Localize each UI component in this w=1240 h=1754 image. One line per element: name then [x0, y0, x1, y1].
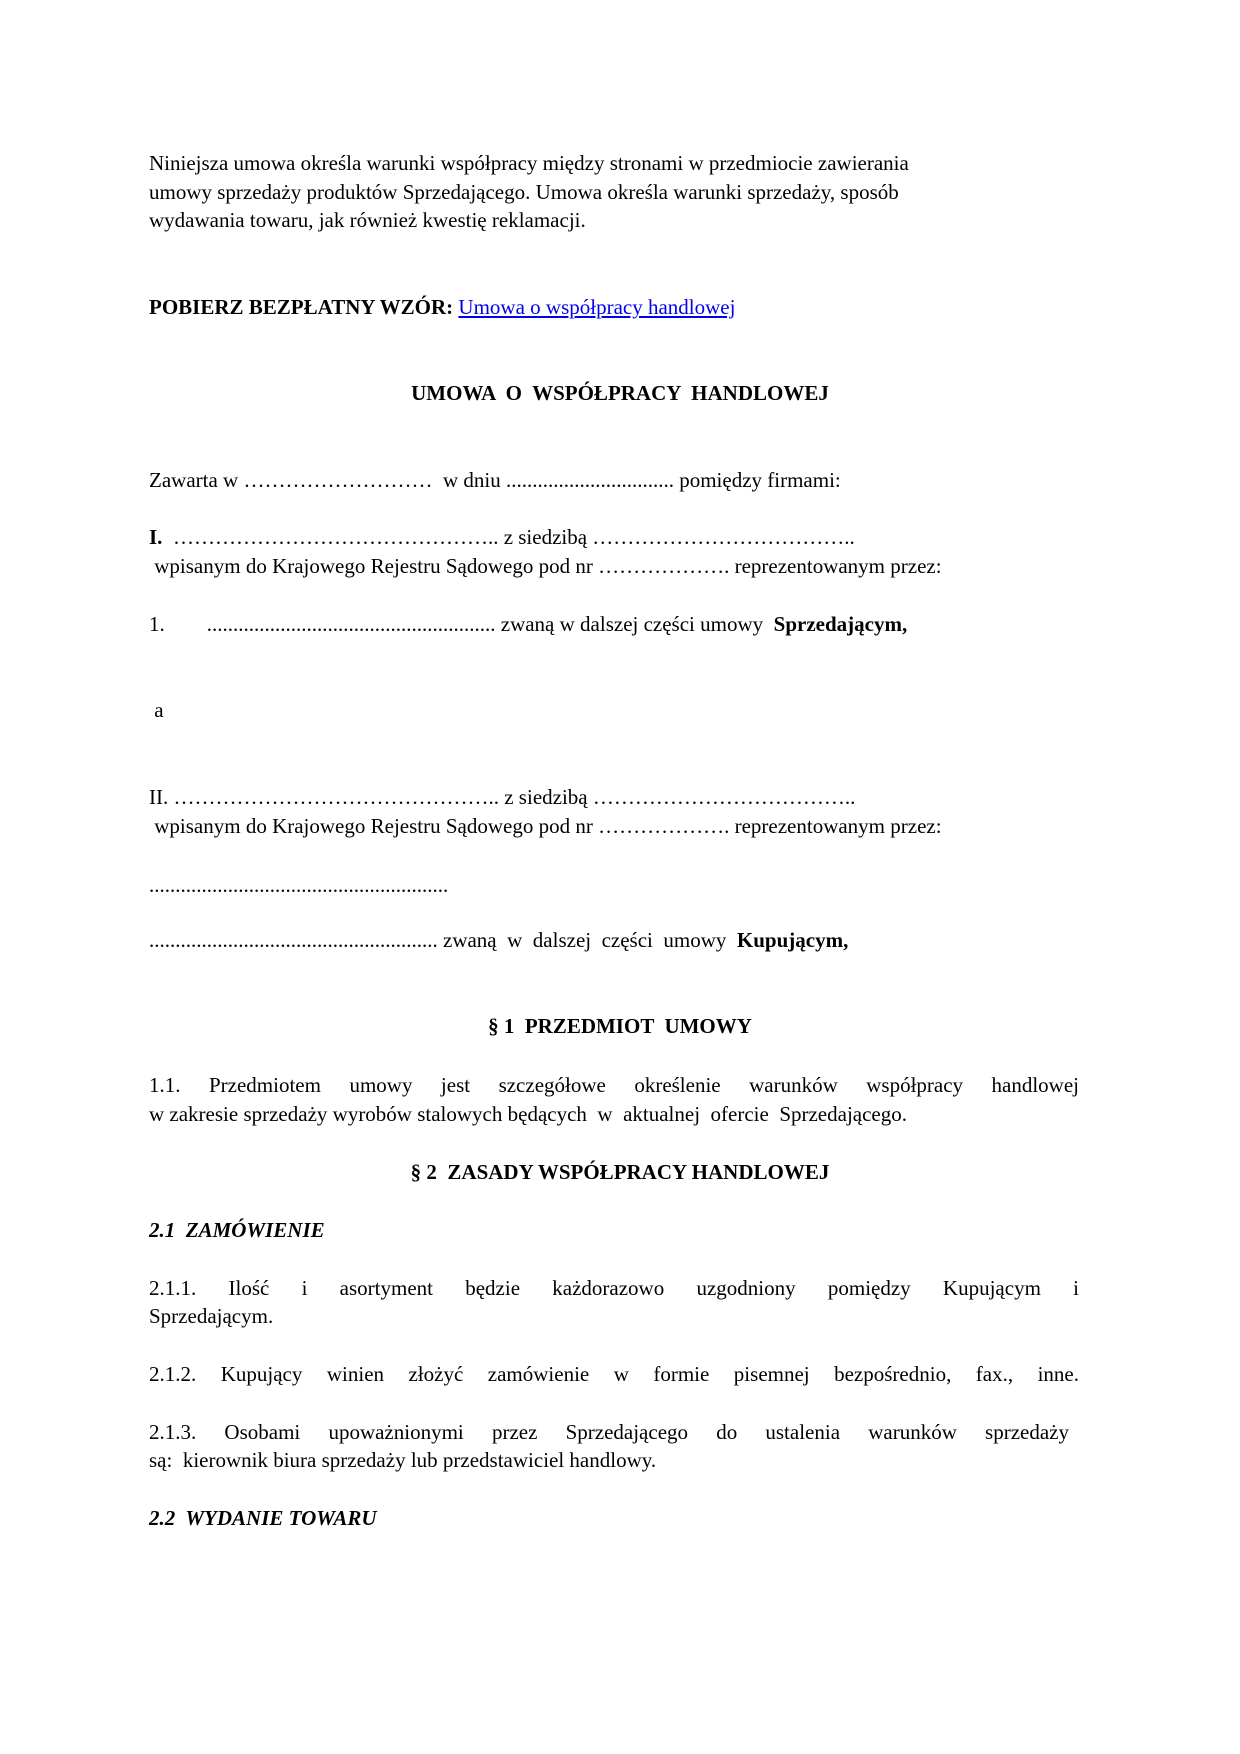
- party1-number: I.: [149, 525, 163, 549]
- intro-line: umowy sprzedaży produktów Sprzedającego. Umowa określa warunki sprzedaży, sposób: [149, 180, 899, 204]
- party2-dots: .........................................................: [149, 873, 449, 897]
- contract-title: UMOWA O WSPÓŁPRACY HANDLOWEJ: [411, 381, 829, 405]
- subsection-2-2: 2.2 WYDANIE TOWARU: [149, 1506, 377, 1530]
- party2-role: Kupującym,: [736, 928, 849, 952]
- para-2-1-1: 2.1.1. Ilość i asortyment będzie każdorazowo uzgodniony pomiędzy Kupującym i: [149, 1276, 1079, 1300]
- party1-rep-number: 1.: [149, 612, 165, 636]
- party1-line1: [149, 523, 855, 551]
- party1-role: Sprzedającym,: [773, 612, 908, 636]
- party2-rep-line: ....................................................... zwaną w dalszej części umowy: [149, 928, 737, 952]
- download-line: [149, 293, 735, 321]
- para-2-1-3: są: kierownik biura sprzedaży lub przedstawiciel handlowy.: [149, 1448, 657, 1472]
- party1-rep: [149, 610, 907, 638]
- intro-line: Niniejsza umowa określa warunki współpracy między stronami w przedmiocie zawierania: [149, 151, 909, 175]
- download-link[interactable]: Umowa o współpracy handlowej: [458, 295, 736, 319]
- para-1-1: 1.1. Przedmiotem umowy jest szczegółowe określenie warunków współpracy handlowej: [149, 1073, 1079, 1097]
- para-1-1: w zakresie sprzedaży wyrobów stalowych będących w aktualnej ofercie Sprzedającego.: [149, 1102, 907, 1126]
- para-2-1-2: 2.1.2. Kupujący winien złożyć zamówienie w formie pisemnej bezpośrednio, fax., inne.: [149, 1362, 1079, 1386]
- concluded-line: Zawarta w ……………………… w dniu ................................ pomiędzy firmami:: [149, 468, 841, 492]
- party2-line2: wpisanym do Krajowego Rejestru Sądowego pod nr ………………. reprezentowanym przez:: [149, 814, 942, 838]
- intro-line: wydawania towaru, jak również kwestię reklamacji.: [149, 208, 586, 232]
- party1-details: ……………………………………….. z siedzibą ………………………………..: [162, 525, 855, 549]
- party1-line2: wpisanym do Krajowego Rejestru Sądowego pod nr ………………. reprezentowanym przez:: [149, 554, 942, 578]
- subsection-2-1: 2.1 ZAMÓWIENIE: [149, 1218, 325, 1242]
- and-text: a: [149, 698, 164, 722]
- download-label: POBIERZ BEZPŁATNY WZÓR:: [149, 295, 454, 319]
- party1-rep-line: ....................................................... zwaną w dalszej części umowy: [164, 612, 774, 636]
- party2-line1: II. ……………………………………….. z siedzibą ………………………………..: [149, 785, 856, 809]
- para-2-1-1: Sprzedającym.: [149, 1304, 274, 1328]
- party2-rep: [149, 926, 848, 954]
- para-2-1-3: 2.1.3. Osobami upoważnionymi przez Sprzedającego do ustalenia warunków sprzedaży: [149, 1420, 1069, 1444]
- section2-title: § 2 ZASADY WSPÓŁPRACY HANDLOWEJ: [410, 1160, 830, 1184]
- section1-title: § 1 PRZEDMIOT UMOWY: [488, 1014, 752, 1038]
